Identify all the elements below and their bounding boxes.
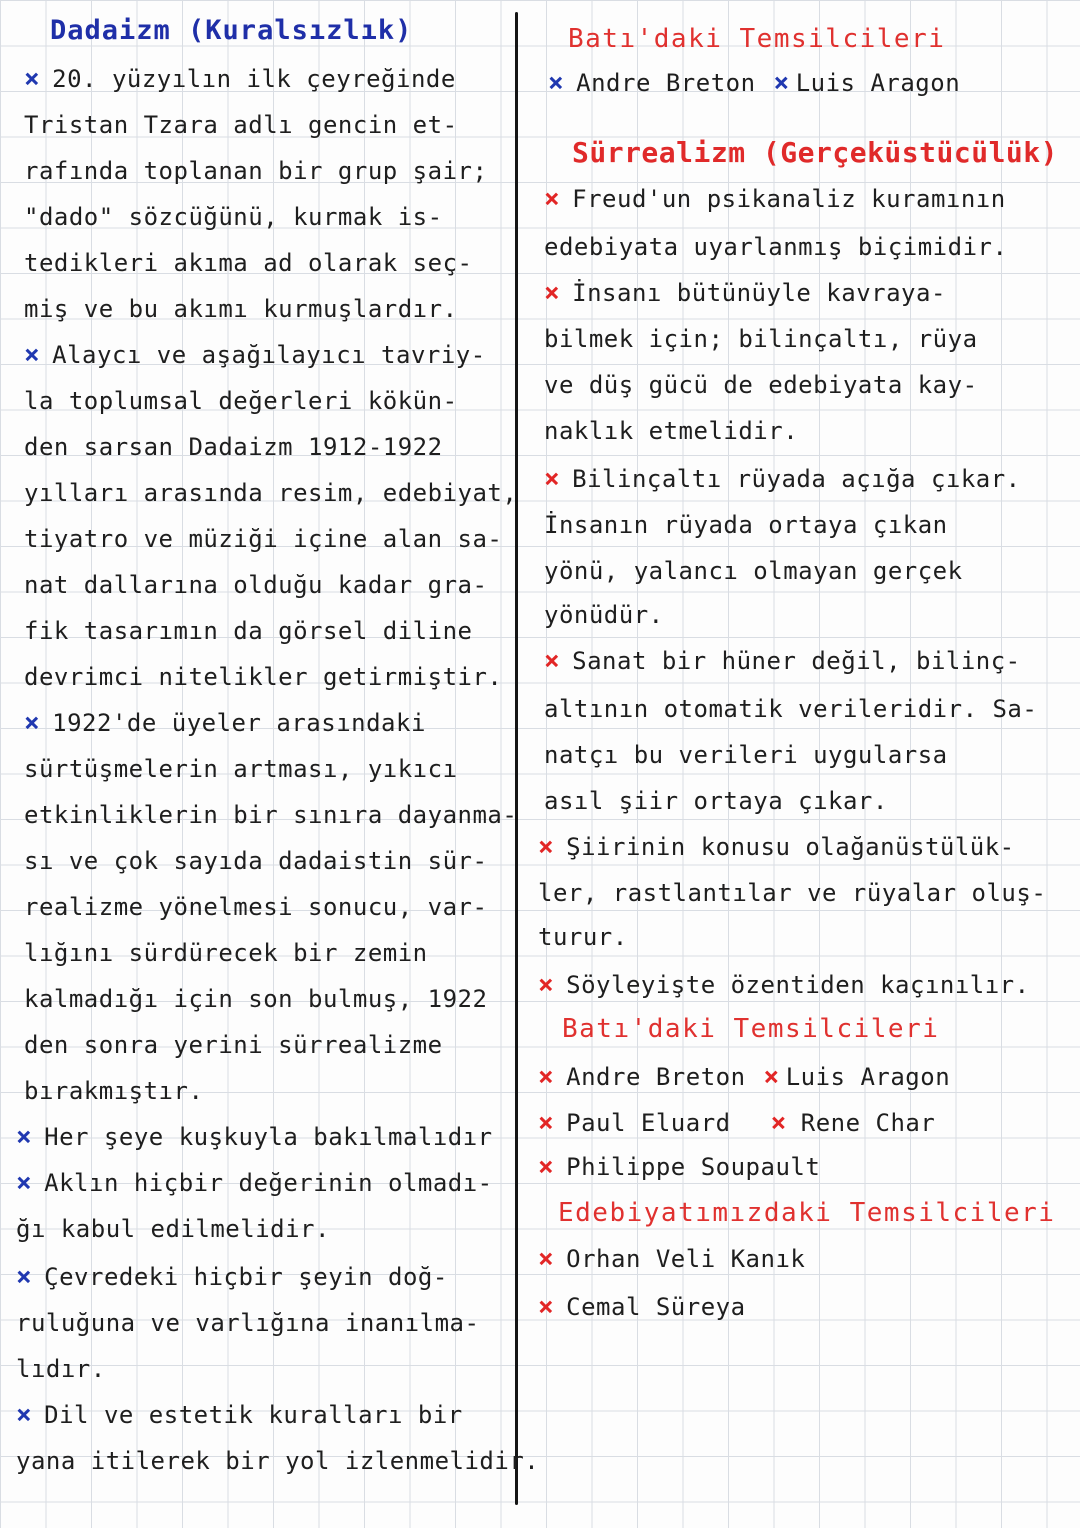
list-item: × Andre Breton × Luis Aragon xyxy=(548,68,961,98)
list-item: × Dil ve estetik kuralları bir xyxy=(16,1400,463,1430)
cross-icon: × xyxy=(24,64,41,94)
list-item: × İnsanı bütünüyle kavraya- xyxy=(544,278,946,308)
text-line: bırakmıştır. xyxy=(24,1077,204,1105)
cross-icon: × xyxy=(16,1400,33,1430)
text-line: devrimci nitelikler getirmiştir. xyxy=(24,663,503,691)
list-item: × Söyleyişte özentiden kaçınılır. xyxy=(538,970,1030,1000)
text-line: "dado" sözcüğünü, kurmak is- xyxy=(24,203,443,231)
list-item: × Çevredeki hiçbir şeyin doğ- xyxy=(16,1262,448,1292)
list-item: × Philippe Soupault xyxy=(538,1152,821,1182)
text-line: lıdır. xyxy=(16,1355,106,1383)
cross-icon: × xyxy=(538,1108,555,1138)
text-line: asıl şiir ortaya çıkar. xyxy=(544,787,888,815)
cross-icon: × xyxy=(538,1152,555,1182)
text-line: yönüdür. xyxy=(544,601,664,629)
text-line: den sonra yerini sürrealizme xyxy=(24,1031,443,1059)
surrealizm-title: Sürrealizm (Gerçeküstücülük) xyxy=(572,136,1059,169)
list-item: × Alaycı ve aşağılayıcı tavriy- xyxy=(24,340,486,370)
cross-icon: × xyxy=(16,1168,33,1198)
list-item: × 1922'de üyeler arasındaki xyxy=(24,708,426,738)
cross-icon: × xyxy=(544,184,561,214)
text-line: sürtüşmelerin artması, yıkıcı xyxy=(24,755,458,783)
text-line: ğı kabul edilmelidir. xyxy=(16,1215,330,1243)
cross-icon: × xyxy=(773,68,790,98)
cross-icon: × xyxy=(548,68,565,98)
text-line: bilmek için; bilinçaltı, rüya xyxy=(544,325,978,353)
cross-icon: × xyxy=(544,464,561,494)
dadaizm-title: Dadaizm (Kuralsızlık) xyxy=(50,15,413,46)
cross-icon: × xyxy=(544,646,561,676)
text-line: ruluğuna ve varlığına inanılma- xyxy=(16,1309,480,1337)
text-line: kalmadığı için son bulmuş, 1922 xyxy=(24,985,488,1013)
cross-icon: × xyxy=(16,1122,33,1152)
text-line: naklık etmelidir. xyxy=(544,417,799,445)
turkish-representatives-heading: Edebiyatımızdaki Temsilcileri xyxy=(558,1198,1056,1228)
text-line: miş ve bu akımı kurmuşlardır. xyxy=(24,295,458,323)
text-line: yana itilerek bir yol izlenmelidir. xyxy=(16,1447,540,1475)
cross-icon: × xyxy=(538,970,555,1000)
text-line: lığını sürdürecek bir zemin xyxy=(24,939,428,967)
list-item: × Şiirinin konusu olağanüstülük- xyxy=(538,832,1015,862)
text-line: altının otomatik verileridir. Sa- xyxy=(544,695,1038,723)
text-line: nat dallarına olduğu kadar gra- xyxy=(24,571,488,599)
text-line: fik tasarımın da görsel diline xyxy=(24,617,473,645)
text-line: la toplumsal değerleri kökün- xyxy=(24,387,458,415)
list-item: × Orhan Veli Kanık xyxy=(538,1244,806,1274)
list-item: × Cemal Süreya xyxy=(538,1292,746,1322)
list-item: × Freud'un psikanaliz kuramının xyxy=(544,184,1006,214)
text-line: yılları arasında resim, edebiyat, xyxy=(24,479,518,507)
list-item: × Aklın hiçbir değerinin olmadı- xyxy=(16,1168,493,1198)
text-line: Tristan Tzara adlı gencin et- xyxy=(24,111,458,139)
list-item: × Bilinçaltı rüyada açığa çıkar. xyxy=(544,464,1021,494)
text-line: ve düş gücü de edebiyata kay- xyxy=(544,371,978,399)
column-divider xyxy=(515,12,518,1505)
text-line: tiyatro ve müziği içine alan sa- xyxy=(24,525,503,553)
cross-icon: × xyxy=(538,1292,555,1322)
text-line: ler, rastlantılar ve rüyalar oluş- xyxy=(538,879,1047,907)
text-line: realizme yönelmesi sonucu, var- xyxy=(24,893,488,921)
cross-icon: × xyxy=(538,1062,555,1092)
text-line: den sarsan Dadaizm 1912-1922 xyxy=(24,433,443,461)
list-item: × Andre Breton × Luis Aragon xyxy=(538,1062,951,1092)
text-line: rafında toplanan bir grup şair; xyxy=(24,157,488,185)
text-line: sı ve çok sayıda dadaistin sür- xyxy=(24,847,488,875)
cross-icon: × xyxy=(544,278,561,308)
cross-icon: × xyxy=(16,1262,33,1292)
cross-icon: × xyxy=(538,832,555,862)
list-item: × 20. yüzyılın ilk çeyreğinde xyxy=(24,64,456,94)
cross-icon: × xyxy=(538,1244,555,1274)
cross-icon: × xyxy=(763,1062,780,1092)
text-line: tedikleri akıma ad olarak seç- xyxy=(24,249,473,277)
text-line: etkinliklerin bir sınıra dayanma- xyxy=(24,801,518,829)
text-line: natçı bu verileri uygularsa xyxy=(544,741,948,769)
cross-icon: × xyxy=(24,340,41,370)
list-item: × Her şeye kuşkuyla bakılmalıdır xyxy=(16,1122,493,1152)
text-line: turur. xyxy=(538,923,628,951)
western-representatives-heading: Batı'daki Temsilcileri xyxy=(568,24,946,54)
text-line: İnsanın rüyada ortaya çıkan xyxy=(544,511,948,539)
text-line: yönü, yalancı olmayan gerçek xyxy=(544,557,963,585)
text-line: edebiyata uyarlanmış biçimidir. xyxy=(544,233,1008,261)
western-representatives-heading: Batı'daki Temsilcileri xyxy=(562,1014,940,1044)
list-item: × Paul Eluard × Rene Char xyxy=(538,1108,936,1138)
cross-icon: × xyxy=(24,708,41,738)
list-item: × Sanat bir hüner değil, bilinç- xyxy=(544,646,1021,676)
cross-icon: × xyxy=(770,1108,787,1138)
